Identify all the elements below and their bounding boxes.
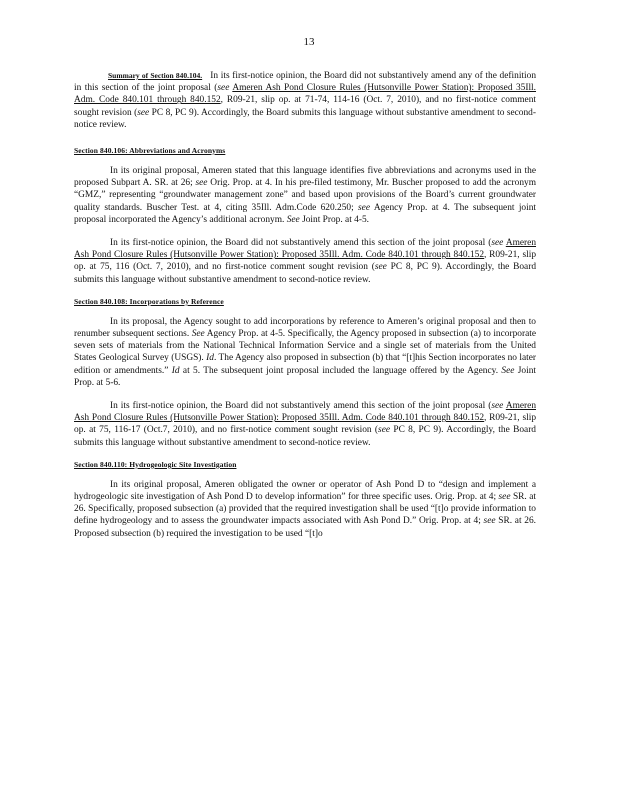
page-number: 13 bbox=[303, 36, 315, 48]
document-body bbox=[74, 70, 536, 551]
section-840-106-paragraph-2: In its first-notice opinion, the Board did not substantively amend this section of the joint proposal (see Ameren Ash Pond Closure Rules (Hutsonville Power Station): Proposed 35Ill. Adm. Code 840.101 through 840.152, R09-21, slip op. at 75, 116 (Oct. 7, 2010), and no first-notice comment sought revision (see PC 8, PC 9). Accordingly, the Board submits this language without substantive amendment to second-notice review. bbox=[74, 238, 537, 285]
summary-840-104-paragraph: Summary of Section 840.104. In its first-notice opinion, the Board did not substantively amend any of the definition in this section of the joint proposal (see Ameren Ash Pond Closure Rules (Hutsonville Power Station): Proposed 35Ill. Adm. Code 840.101 through 840.152, R09-21, slip op. at 71-74, 114-16 (Oct. 7, 2010), and no first-notice comment sought revision (see PC 8, PC 9). Accordingly, the Board submits this language without substantive amendment to second-notice review. bbox=[74, 71, 537, 130]
section-840-106-heading: Section 840.106: Abbreviations and Acronyms bbox=[74, 146, 226, 156]
section-840-108-paragraph-2: In its first-notice opinion, the Board did not substantively amend this section of the joint proposal (see Ameren Ash Pond Closure Rules (Hutsonville Power Station): Proposed 35Ill. Adm. Code 840.101 through 840.152, R09-21, slip op. at 75, 116-17 (Oct.7, 2010), and no first-notice comment sought revision (see PC 8, PC 9). Accordingly, the Board submits this language without substantive amendment to second-notice review. bbox=[74, 401, 537, 448]
section-840-108-paragraph-1: In its proposal, the Agency sought to add incorporations by reference to Ameren’s original proposal and then to renumber subsequent sections. See Agency Prop. at 4-5. Specifically, the Agency proposed in subsection (a) to incorporate seven sets of materials from the National Technical Information Service and a single set of materials from the United States Geological Survey (USGS). Id. The Agency also proposed in subsection (b) that “[t]his Section incorporates no later edition or amendments.” Id at 5. The subsequent joint proposal included the language offered by the Agency. See Joint Prop. at 5-6. bbox=[74, 316, 537, 388]
citation-ameren-rules: Ameren Ash Pond Closure Rules (Hutsonville Power Station): Proposed 35Ill. Adm. Code 840.101 through 840.152 bbox=[74, 238, 537, 261]
section-840-108-heading: Section 840.108: Incorporations by Reference bbox=[74, 296, 224, 306]
citation-ameren-rules: Ameren Ash Pond Closure Rules (Hutsonville Power Station): Proposed 35Ill. Adm. Code 840.101 through 840.152 bbox=[74, 83, 537, 106]
summary-840-104-heading: Summary of Section 840.104. bbox=[108, 71, 203, 80]
section-840-106-paragraph-1: In its original proposal, Ameren stated that this language identifies five abbreviations and acronyms used in the proposed Subpart A. SR. at 26; see Orig. Prop. at 4. In his pre-filed testimony, Mr. Buscher proposed to add the acronym “GMZ,” representing “groundwater management zone” and based upon provisions of the Board’s current groundwater quality standards. Buscher Test. at 4, citing 35Ill. Adm.Code 620.250; see Agency Prop. at 4. The subsequent joint proposal incorporated the Agency’s additional acronym. See Joint Prop. at 4-5. bbox=[74, 166, 537, 225]
section-840-110-paragraph-1: In its original proposal, Ameren obligated the owner or operator of Ash Pond D to “design and implement a hydrogeologic site investigation of Ash Pond D to develop information” for three specific uses. Orig. Prop. at 4; see SR. at 26. Specifically, proposed subsection (a) provided that the required investigation shall be used “[t]o provide information to define hydrogeology and to assess the groundwater impacts associated with Ash Pond D.” Orig. Prop. at 4; see SR. at 26. Proposed subsection (b) required the investigation to be used “[t]o bbox=[74, 479, 537, 539]
section-840-110-heading: Section 840.110: Hydrogeologic Site Investigation bbox=[74, 459, 237, 469]
citation-ameren-rules: Ameren Ash Pond Closure Rules (Hutsonville Power Station): Proposed 35Ill. Adm. Code 840.101 through 840.152 bbox=[74, 401, 537, 424]
